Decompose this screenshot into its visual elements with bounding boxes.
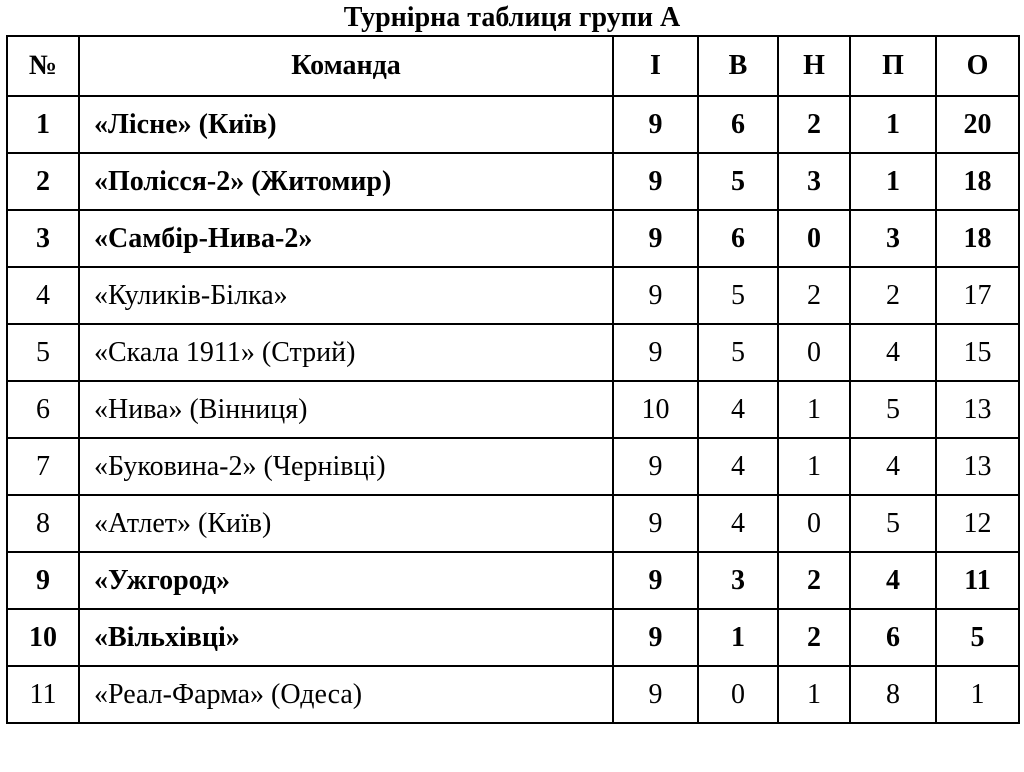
cell-points: 13 <box>936 381 1019 438</box>
cell-num: 8 <box>7 495 79 552</box>
header-drawn: Н <box>778 36 850 96</box>
cell-num: 9 <box>7 552 79 609</box>
cell-team: «Полісся-2» (Житомир) <box>79 153 613 210</box>
cell-num: 5 <box>7 324 79 381</box>
cell-won: 4 <box>698 438 778 495</box>
table-row <box>7 153 1019 210</box>
cell-lost: 5 <box>850 495 936 552</box>
table-row <box>7 324 1019 381</box>
table-row <box>7 381 1019 438</box>
cell-num: 7 <box>7 438 79 495</box>
cell-lost: 1 <box>850 153 936 210</box>
cell-team: «Реал-Фарма» (Одеса) <box>79 666 613 723</box>
standings-table <box>6 35 1020 724</box>
cell-won: 4 <box>698 495 778 552</box>
cell-won: 3 <box>698 552 778 609</box>
cell-team: «Скала 1911» (Стрий) <box>79 324 613 381</box>
cell-team: «Ужгород» <box>79 552 613 609</box>
cell-team: «Вільхівці» <box>79 609 613 666</box>
header-played: І <box>613 36 698 96</box>
cell-drawn: 1 <box>778 666 850 723</box>
header-won: В <box>698 36 778 96</box>
cell-played: 9 <box>613 552 698 609</box>
cell-won: 6 <box>698 96 778 153</box>
cell-lost: 5 <box>850 381 936 438</box>
cell-num: 10 <box>7 609 79 666</box>
cell-num: 3 <box>7 210 79 267</box>
cell-points: 12 <box>936 495 1019 552</box>
header-team: Команда <box>79 36 613 96</box>
table-row <box>7 609 1019 666</box>
cell-won: 1 <box>698 609 778 666</box>
cell-team: «Нива» (Вінниця) <box>79 381 613 438</box>
cell-points: 20 <box>936 96 1019 153</box>
cell-played: 9 <box>613 210 698 267</box>
cell-lost: 3 <box>850 210 936 267</box>
cell-points: 5 <box>936 609 1019 666</box>
table-row <box>7 666 1019 723</box>
header-points: О <box>936 36 1019 96</box>
cell-won: 5 <box>698 153 778 210</box>
cell-lost: 8 <box>850 666 936 723</box>
header-lost: П <box>850 36 936 96</box>
header-num: № <box>7 36 79 96</box>
cell-played: 10 <box>613 381 698 438</box>
cell-drawn: 0 <box>778 495 850 552</box>
cell-drawn: 2 <box>778 267 850 324</box>
cell-played: 9 <box>613 153 698 210</box>
cell-num: 4 <box>7 267 79 324</box>
cell-points: 13 <box>936 438 1019 495</box>
table-row <box>7 438 1019 495</box>
cell-drawn: 0 <box>778 324 850 381</box>
cell-points: 1 <box>936 666 1019 723</box>
cell-team: «Буковина-2» (Чернівці) <box>79 438 613 495</box>
cell-played: 9 <box>613 267 698 324</box>
table-row <box>7 96 1019 153</box>
cell-drawn: 0 <box>778 210 850 267</box>
cell-team: «Атлет» (Київ) <box>79 495 613 552</box>
table-row <box>7 267 1019 324</box>
cell-played: 9 <box>613 96 698 153</box>
cell-points: 18 <box>936 153 1019 210</box>
cell-num: 11 <box>7 666 79 723</box>
cell-num: 6 <box>7 381 79 438</box>
cell-drawn: 2 <box>778 552 850 609</box>
cell-lost: 2 <box>850 267 936 324</box>
cell-drawn: 2 <box>778 609 850 666</box>
cell-points: 17 <box>936 267 1019 324</box>
cell-num: 1 <box>7 96 79 153</box>
table-row <box>7 210 1019 267</box>
table-title: Турнірна таблиця групи А <box>343 2 681 33</box>
table-row <box>7 495 1019 552</box>
header-row <box>7 36 1019 96</box>
cell-played: 9 <box>613 666 698 723</box>
cell-played: 9 <box>613 609 698 666</box>
cell-lost: 4 <box>850 438 936 495</box>
cell-drawn: 1 <box>778 381 850 438</box>
cell-drawn: 2 <box>778 96 850 153</box>
cell-points: 18 <box>936 210 1019 267</box>
cell-lost: 1 <box>850 96 936 153</box>
table-row <box>7 552 1019 609</box>
cell-drawn: 3 <box>778 153 850 210</box>
cell-won: 5 <box>698 267 778 324</box>
cell-won: 5 <box>698 324 778 381</box>
cell-num: 2 <box>7 153 79 210</box>
cell-lost: 6 <box>850 609 936 666</box>
cell-team: «Лісне» (Київ) <box>79 96 613 153</box>
cell-points: 11 <box>936 552 1019 609</box>
cell-played: 9 <box>613 438 698 495</box>
cell-won: 4 <box>698 381 778 438</box>
cell-team: «Самбір-Нива-2» <box>79 210 613 267</box>
cell-team: «Куликів-Білка» <box>79 267 613 324</box>
cell-won: 6 <box>698 210 778 267</box>
cell-played: 9 <box>613 495 698 552</box>
cell-drawn: 1 <box>778 438 850 495</box>
cell-lost: 4 <box>850 552 936 609</box>
cell-won: 0 <box>698 666 778 723</box>
cell-lost: 4 <box>850 324 936 381</box>
cell-played: 9 <box>613 324 698 381</box>
cell-points: 15 <box>936 324 1019 381</box>
